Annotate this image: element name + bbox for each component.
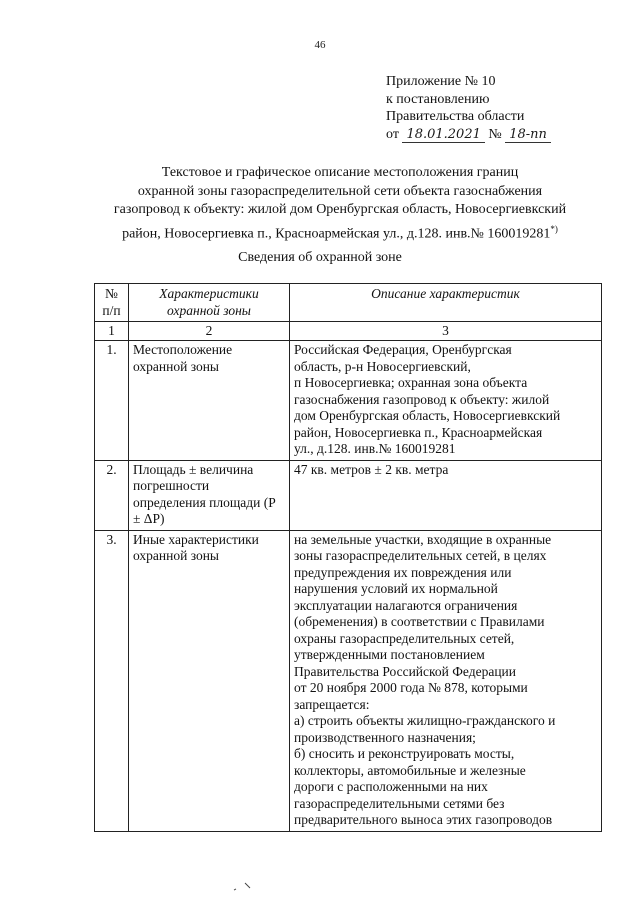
column-number: 2 [129, 322, 290, 341]
column-number: 1 [95, 322, 129, 341]
handwritten-number: 18-пп [505, 128, 551, 143]
description-line: зоны газораспределительных сетей, в целях [294, 548, 547, 563]
description-line: охраны газораспределительных сетей, [294, 630, 515, 646]
row-characteristic: Иные характеристики охранной зоны [129, 530, 290, 831]
title-line-4 [70, 220, 610, 244]
row-description [290, 530, 602, 831]
row-number: 1. [95, 341, 129, 461]
header-num: № п/п [95, 284, 129, 322]
zone-info-table [94, 283, 602, 832]
row-characteristic: Площадь ± величина погрешности определения площади (P ± ΔP) [129, 460, 290, 530]
appendix-date-line [386, 126, 616, 144]
description-line: нарушения условий их нормальной [294, 581, 498, 596]
handwritten-date: 18.01.2021 [402, 128, 484, 143]
footnote-mark: *) [550, 223, 558, 234]
row-description [290, 341, 602, 461]
description-line: 47 кв. метров ± 2 кв. метра [294, 461, 449, 477]
description-line: утвержденными постановлением [294, 647, 485, 662]
description-line: предварительного выноса этих газопроводов [294, 812, 553, 827]
appendix-header [386, 73, 616, 143]
description-line: ул., д.128. инв.№ 160019281 [294, 441, 456, 456]
description-line: дороги с расположенными на них [294, 779, 488, 794]
scan-mark-icon [232, 880, 258, 894]
appendix-line-3: Правительства области [386, 109, 525, 124]
document-title [70, 164, 610, 244]
description-line: производственного назначения; [294, 729, 476, 745]
table-row [95, 341, 602, 461]
table-row [95, 530, 602, 831]
title-line-1: Текстовое и графическое описание местоположения границ [161, 165, 519, 180]
description-line: Правительства Российской Федерации [294, 663, 516, 679]
row-description [290, 460, 602, 530]
page-number: 46 [314, 39, 326, 51]
description-line: п Новосергиевка; охранная зона объекта [294, 375, 528, 390]
title-line-4-text: район, Новосергиевка п., Красноармейская ул., д.128. инв.№ 160019281 [122, 226, 551, 242]
header-description: Описание характеристик [290, 284, 602, 322]
row-number: 3. [95, 530, 129, 831]
description-line: область, р-н Новосергиевский, [294, 358, 471, 374]
section-subtitle: Сведения об охранной зоне [238, 250, 402, 265]
description-line: а) строить объекты жилищно-гражданского и [294, 713, 556, 728]
description-line: дом Оренбургская область, Новосергиевкский [294, 408, 561, 423]
appendix-line-2: к постановлению [386, 91, 490, 107]
description-line: (обременения) в соответствии с Правилами [294, 614, 545, 629]
title-line-3: газопровод к объекту: жилой дом Оренбургская область, Новосергиевкский [113, 202, 567, 217]
title-line-2: охранной зоны газораспределительной сети объекта газоснабжения [137, 183, 543, 199]
date-prefix: от [386, 126, 399, 142]
description-line: запрещается: [294, 696, 370, 712]
column-number-row [95, 322, 602, 341]
description-line: коллекторы, автомобильные и железные [294, 762, 526, 778]
column-number: 3 [290, 322, 602, 341]
description-line: б) сносить и реконструировать мосты, [294, 746, 515, 761]
description-line: газораспределительными сетями без [294, 795, 505, 811]
row-characteristic: Местоположение охранной зоны [129, 341, 290, 461]
table-header-row [95, 284, 602, 322]
description-line: на земельные участки, входящие в охранные [294, 531, 552, 547]
description-line: район, Новосергиевка п., Красноармейская [294, 424, 543, 440]
description-line: эксплуатации налагаются ограничения [294, 597, 518, 613]
number-prefix: № [488, 126, 502, 142]
description-line: предупреждения их повреждения или [294, 564, 512, 580]
description-line: Российская Федерация, Оренбургская [294, 342, 512, 357]
description-line: от 20 ноября 2000 года № 878, которыми [294, 680, 528, 695]
table-row [95, 460, 602, 530]
row-number: 2. [95, 460, 129, 530]
description-line: газоснабжения газопровод к объекту: жилой [294, 391, 550, 407]
appendix-line-1: Приложение № 10 [386, 74, 496, 89]
header-characteristics: Характеристики охранной зоны [129, 284, 290, 322]
